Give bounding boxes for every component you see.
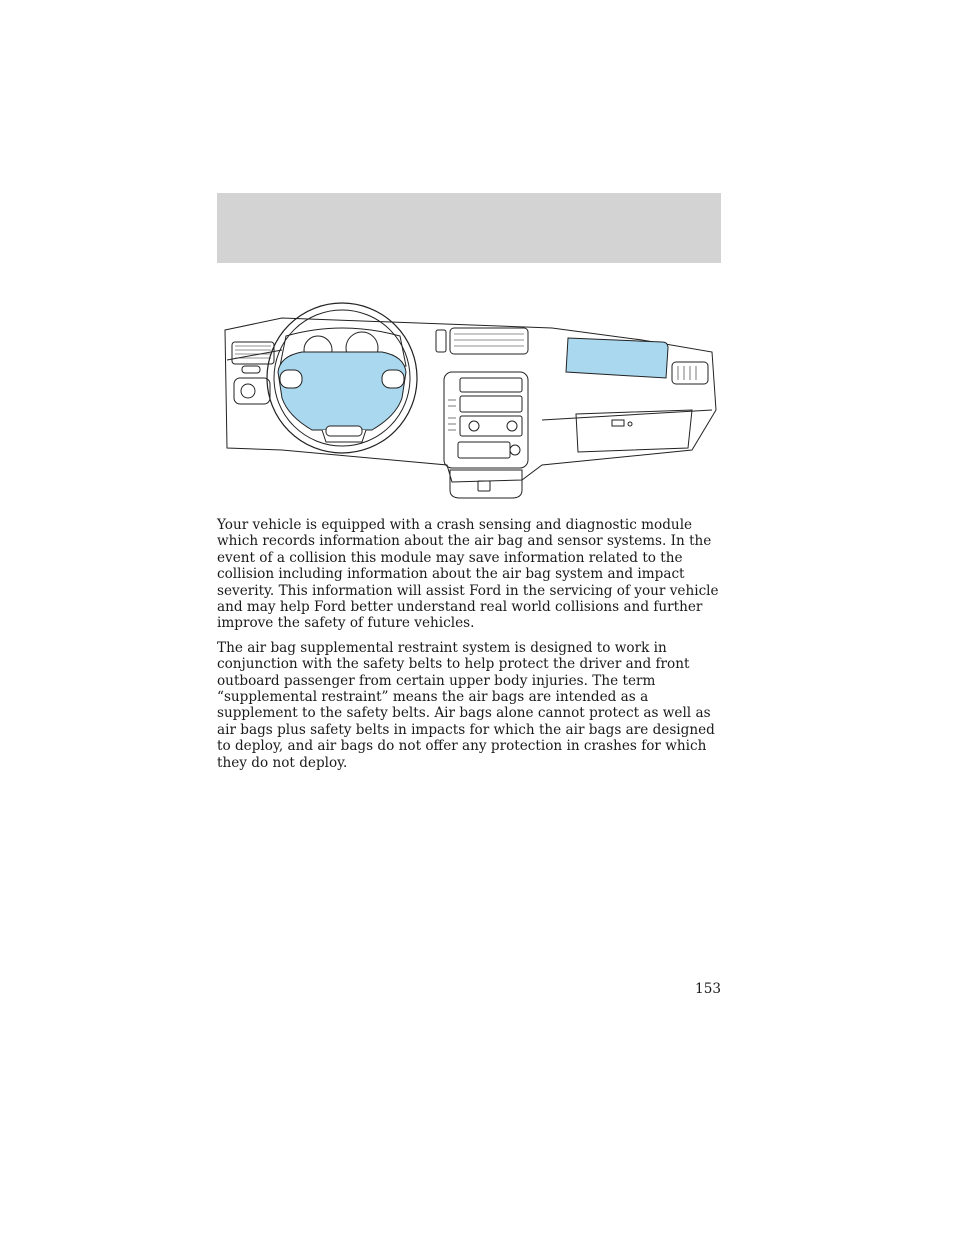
section-header-band (217, 193, 721, 263)
page-number: 153 (695, 981, 721, 997)
passenger-airbag-area (566, 338, 668, 378)
body-text (217, 517, 723, 779)
driver-airbag-area (278, 352, 406, 430)
paragraph-crash-module: Your vehicle is equipped with a crash sensing and diagnostic module which records information about the air bag and sensor systems. In the event of a collision this module may save information related to the collision including information about the air bag system and impact severity. This information will assist Ford in the servicing of your vehicle and may help Ford better understand real world collisions and further improve the safety of future vehicles. (217, 517, 719, 632)
paragraph-supplemental-restraint: The air bag supplemental restraint system is designed to work in conjunction with the safety belts to help protect the driver and front outboard passenger from certain upper body injuries. The term “supplemental restraint” means the air bags are intended as a supplement to the safety belts. Air bags alone cannot protect as well as air bags plus safety belts in impacts for which the air bags are designed to deploy, and air bags do not offer any protection in crashes for which they do not deploy. (217, 639, 715, 771)
dashboard-airbag-illustration (222, 300, 718, 505)
